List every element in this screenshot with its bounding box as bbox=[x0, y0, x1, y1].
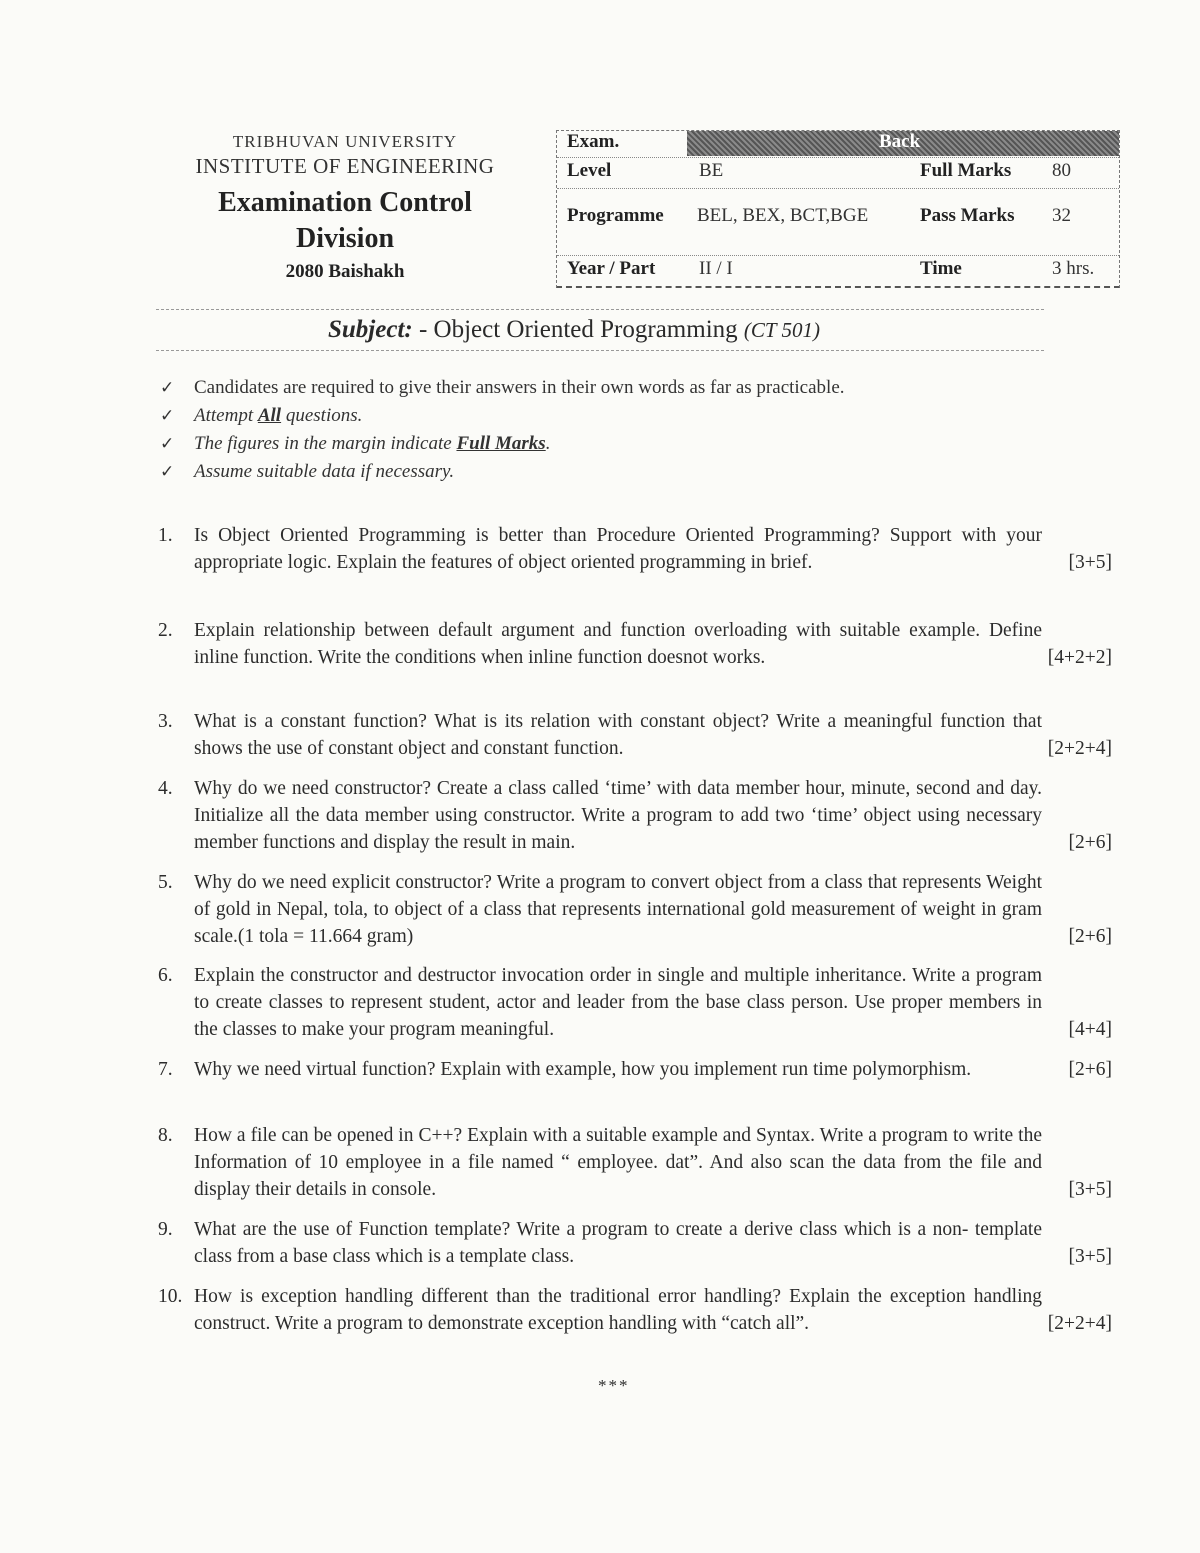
year-part-row bbox=[557, 255, 1119, 286]
question-marks: [3+5] bbox=[1068, 1246, 1112, 1267]
exam-row bbox=[557, 131, 1119, 156]
question-text: How is exception handling different than the traditional error handling? Explain the exception handling construct. Write a program to demonstrate exception handling with “catch all”. bbox=[194, 1286, 1042, 1334]
subject-name: - Object Oriented Programming bbox=[418, 316, 738, 343]
question-text: Why do we need constructor? Create a class called ‘time’ with data member hour, minute, second and day. Initialize all the data member using constructor. Write a program to add two ‘time’ object using necessary member functions and display the result in main. bbox=[194, 778, 1042, 853]
year-part-label: Year / Part bbox=[567, 258, 656, 279]
question-marks: [2+6] bbox=[1068, 926, 1112, 947]
pass-marks-label: Pass Marks bbox=[920, 205, 1015, 226]
question-number: 10. bbox=[158, 1286, 183, 1307]
instructions-list bbox=[160, 374, 845, 486]
instruction-text: . bbox=[545, 433, 551, 454]
question-number: 2. bbox=[158, 620, 173, 641]
check-icon: ✓ bbox=[160, 462, 175, 482]
programme-label: Programme bbox=[567, 205, 664, 226]
question-number: 5. bbox=[158, 872, 173, 893]
question-7 bbox=[158, 1056, 1112, 1083]
question-text: Is Object Oriented Programming is better than Procedure Oriented Programming? Support with your appropriate logic. Explain the features of object oriented programming in brief. bbox=[194, 525, 1042, 573]
exam-session: 2080 Baishakh bbox=[285, 261, 405, 282]
check-icon: ✓ bbox=[160, 434, 175, 454]
question-2 bbox=[158, 617, 1112, 671]
check-icon: ✓ bbox=[160, 406, 175, 426]
question-3 bbox=[158, 708, 1112, 762]
question-text: What are the use of Function template? Write a program to create a derive class which is a non- template class from a base class which is a template class. bbox=[194, 1219, 1042, 1267]
question-marks: [2+2+4] bbox=[1047, 738, 1112, 759]
question-text: Explain relationship between default argument and function overloading with suitable example. Define inline function. Write the conditions when inline function doesnot works. bbox=[194, 620, 1042, 668]
instruction-text: Attempt bbox=[194, 405, 258, 426]
instruction-text: Candidates are required to give their answers in their own words as far as practicable. bbox=[194, 377, 845, 398]
question-number: 4. bbox=[158, 778, 173, 799]
instruction-text: questions. bbox=[281, 405, 363, 426]
university-name: TRIBHUVAN UNIVERSITY bbox=[232, 132, 458, 151]
full-marks-label: Full Marks bbox=[920, 160, 1012, 181]
year-part-value: II / I bbox=[699, 258, 733, 279]
subject-top-rule bbox=[156, 309, 1044, 310]
subject-bottom-rule bbox=[156, 350, 1044, 351]
division-line-2: Division bbox=[295, 223, 395, 254]
question-number: 7. bbox=[158, 1059, 173, 1080]
instruction-emphasis: All bbox=[257, 405, 282, 426]
question-text: What is a constant function? What is its relation with constant object? Write a meaningful function that shows the use of constant object and constant function. bbox=[194, 711, 1042, 759]
division-line-1: Examination Control bbox=[218, 187, 472, 218]
programme-value: BEL, BEX, BCT,BGE bbox=[697, 205, 869, 226]
question-text: Why we need virtual function? Explain with example, how you implement run time polymorphism. bbox=[194, 1059, 972, 1080]
question-number: 6. bbox=[158, 965, 173, 986]
question-text: Why do we need explicit constructor? Write a program to convert object from a class that represents Weight of gold in Nepal, tola, to object of a class that represents international gold measurement of weight in gram scale.(1 tola = 11.664 gram) bbox=[194, 872, 1042, 947]
subject-label: Subject: bbox=[328, 316, 413, 343]
time-label: Time bbox=[920, 258, 962, 279]
instruction-item bbox=[160, 402, 845, 430]
subject-heading bbox=[328, 316, 820, 344]
exam-label: Exam. bbox=[567, 131, 620, 152]
question-number: 1. bbox=[158, 525, 173, 546]
question-text: How a file can be opened in C++? Explain with a suitable example and Syntax. Write a program to write the Information of 10 employee in a file named “ employee. dat”. And also scan the data from the file and display their details in console. bbox=[194, 1125, 1042, 1200]
instruction-item bbox=[160, 458, 845, 486]
instruction-emphasis: Full Marks bbox=[456, 433, 546, 454]
question-8 bbox=[158, 1122, 1112, 1203]
level-row bbox=[557, 157, 1119, 189]
level-label: Level bbox=[567, 160, 612, 181]
instruction-text: The figures in the margin indicate bbox=[194, 433, 457, 454]
question-marks: [3+5] bbox=[1068, 1179, 1112, 1200]
full-marks-value: 80 bbox=[1052, 160, 1071, 181]
end-of-paper-mark: *** bbox=[598, 1376, 630, 1395]
programme-row bbox=[557, 205, 1119, 235]
question-marks: [3+5] bbox=[1068, 552, 1112, 573]
instruction-item bbox=[160, 430, 845, 458]
check-icon: ✓ bbox=[160, 378, 175, 398]
question-10 bbox=[158, 1283, 1112, 1337]
question-text: Explain the constructor and destructor invocation order in single and multiple inheritance. Write a program to create classes to represent student, actor and leader from the base class person. Use proper members in the classes to make your program meaningful. bbox=[194, 965, 1042, 1040]
question-number: 9. bbox=[158, 1219, 173, 1240]
division-name bbox=[160, 185, 530, 257]
question-marks: [2+2+4] bbox=[1047, 1313, 1112, 1334]
question-marks: [2+6] bbox=[1068, 1059, 1112, 1080]
question-6 bbox=[158, 962, 1112, 1043]
pass-marks-value: 32 bbox=[1052, 205, 1071, 226]
question-marks: [2+6] bbox=[1068, 832, 1112, 853]
subject-code: (CT 501) bbox=[743, 318, 820, 342]
time-value: 3 hrs. bbox=[1052, 258, 1095, 279]
institute-name: INSTITUTE OF ENGINEERING bbox=[195, 154, 495, 178]
question-9 bbox=[158, 1216, 1112, 1270]
exam-value: Back bbox=[879, 131, 921, 152]
instruction-text: Assume suitable data if necessary. bbox=[194, 461, 455, 482]
question-number: 8. bbox=[158, 1125, 173, 1146]
question-marks: [4+2+2] bbox=[1047, 647, 1112, 668]
question-4 bbox=[158, 775, 1112, 856]
question-1 bbox=[158, 522, 1112, 576]
institution-header bbox=[160, 132, 530, 283]
question-5 bbox=[158, 869, 1112, 950]
question-marks: [4+4] bbox=[1068, 1019, 1112, 1040]
question-number: 3. bbox=[158, 711, 173, 732]
exam-info-table bbox=[556, 130, 1120, 288]
instruction-item bbox=[160, 374, 845, 402]
level-value: BE bbox=[699, 160, 724, 181]
